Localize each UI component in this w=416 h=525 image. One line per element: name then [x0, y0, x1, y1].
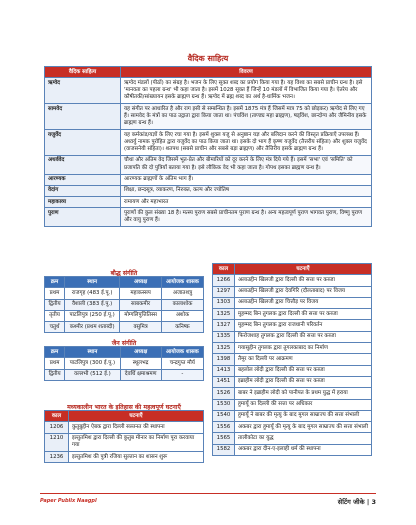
column-header: अध्यक्ष: [120, 277, 162, 288]
table-row: [45, 208, 372, 227]
table-cell: अकबर द्वारा हुमायूँ की मृत्यु के बाद मुगल साम्राज्य की सत्ता संभाली: [235, 422, 372, 433]
table-cell: पाटलिपुत्र (250 ई.पू.): [65, 310, 120, 321]
table-cell: कुतुबुद्दीन ऐबक द्वारा दिल्ली सल्तनत की स्थापना: [69, 422, 204, 433]
table-cell: 1236: [45, 452, 69, 463]
table-cell: पाटलिपुत्र (300 ई.पू.): [65, 358, 120, 369]
table-cell: 1266: [213, 275, 235, 286]
column-header: स्थान: [65, 347, 120, 358]
table-cell: वल्लभी (512 ई.): [65, 369, 120, 380]
table-row: [213, 365, 372, 376]
page-footer: [40, 493, 376, 509]
table-cell: तालीकोटा का युद्ध: [235, 433, 372, 444]
table-cell: मोग्गलिपुत्तितिस्स: [120, 310, 162, 321]
table-row: [213, 422, 372, 433]
vedic-text-name: वेदांग: [45, 185, 121, 196]
column-header: अध्यक्ष: [120, 347, 161, 358]
table-cell: 1565: [213, 433, 235, 444]
table-cell: मुहम्मद बिन तुगलक द्वारा राजधानी परिवर्तन: [235, 320, 372, 331]
table-cell: 1398: [213, 354, 235, 365]
table-row: [213, 275, 372, 286]
column-header: वैदिक साहित्य: [45, 67, 121, 78]
table-row: [45, 78, 372, 104]
table-cell: 1206: [45, 422, 69, 433]
table-row: [45, 155, 372, 174]
table-cell: कश्मीर (प्रथम शताब्दी): [65, 322, 120, 333]
table-cell: 1526: [213, 388, 235, 399]
table-cell: राजगृह (483 ई.पू.): [65, 288, 120, 299]
table-cell: वसुमित्र: [120, 322, 162, 333]
table-row: [213, 331, 372, 342]
vedic-literature-table: [44, 66, 372, 227]
table-cell: 1582: [213, 444, 235, 455]
table-cell: 1210: [45, 433, 69, 452]
table-row: [213, 297, 372, 308]
table-row: [213, 343, 372, 354]
vedic-text-description: ऋग्वेद मंडलों (पीठों) का संग्रह है। भजन के लिए सूक्त शब्द का प्रयोग किया गया है। यह विश्व का सबसे प्राचीन ग्रन्थ है। इसे 'मानवता का पहला ग्रन्थ' भी कहा जाता है। इसमें 1028 सूक्त हैं जिन्हें 10 मंडलों में विभाजित किया गया है। ऐतरेय और कौषीतकी/सांख्यायन इसके ब्राह्मण ग्रन्थ हैं। ऋग्वेद में ब्रह्म शब्द का अर्थ है-धार्मिक भजन।: [121, 78, 372, 104]
table-cell: 1556: [213, 422, 235, 433]
vedic-text-name: अथर्ववेद: [45, 155, 121, 174]
table-row: [45, 104, 372, 130]
table-cell: स्थूलभद्र: [120, 358, 161, 369]
table-cell: हुमायूँ ने बाबर की मृत्यु के बाद मुगल साम्राज्य की सत्ता संभाली: [235, 410, 372, 421]
table-cell: अकबर द्वारा दीन-ए-इलाही धर्म की स्थापना: [235, 444, 372, 455]
table-cell: इल्तुतमिश द्वारा दिल्ली की कुतुब मीनार का निर्माण पूरा करवाया गया: [69, 433, 204, 452]
table-cell: तैमूर का दिल्ली पर आक्रमण: [235, 354, 372, 365]
table-cell: कनिष्क: [161, 322, 203, 333]
medieval-events-title: मध्यकालीन भारत के इतिहास की महत्वपूर्ण घटनाएँ: [67, 404, 181, 411]
table-row: [213, 376, 372, 387]
table-cell: फिरोजशाह तुगलक द्वारा दिल्ली की सत्ता पर कब्जा: [235, 331, 372, 342]
column-header: काल: [45, 411, 69, 422]
vedic-section-title: वैदिक साहित्य: [187, 54, 229, 63]
table-cell: अलाउद्दीन खिलजी द्वारा देवगिरि (दौलताबाद) पर विजय: [235, 286, 372, 297]
table-cell: मुहम्मद बिन तुगलक द्वारा दिल्ली की सत्ता पर कब्जा: [235, 309, 372, 320]
table-row: [45, 288, 204, 299]
table-cell: इब्राहीम लोदी द्वारा दिल्ली की सत्ता पर कब्जा: [235, 376, 372, 387]
footer-divider: [40, 493, 376, 494]
table-row: [45, 310, 204, 321]
table-cell: 1540: [213, 410, 235, 421]
column-header: काल: [213, 264, 235, 275]
column-header: घटनाएँ: [235, 264, 372, 275]
jain-council-table: [44, 346, 204, 381]
table-row: [45, 322, 204, 333]
table-row: [213, 410, 372, 421]
vedic-text-description: आरण्यक ब्राह्मणों के अंतिम भाग हैं।: [121, 174, 372, 185]
table-cell: 1413: [213, 365, 235, 376]
table-row: [213, 309, 372, 320]
table-cell: -: [161, 369, 203, 380]
table-cell: अलाउद्दीन खिलजी द्वारा चित्तौड़ पर विजय: [235, 297, 372, 308]
table-row: [45, 197, 372, 208]
table-row: [45, 452, 204, 463]
table-cell: कालाशोक: [161, 299, 203, 310]
vedic-text-description: रामायण और महाभारत: [121, 197, 372, 208]
table-cell: प्रथम: [45, 358, 65, 369]
column-header: आयोजक शासक: [161, 277, 203, 288]
vedic-text-description: यह कर्मकांड/यज्ञों के लिए रचा गया है। इसमें शुक्ल यजु से अनुष्ठान यज्ञ और बलिदान करने की विस्तृत प्रक्रियाएँ उपलब्ध हैं। अध्वर्यु नामक पुरोहित द्वारा यजुर्वेद का पाठ किया जाता था। इसके दो भाग हैं कृष्ण यजुर्वेद (तैत्तरीय संहिता) और शुक्ल यजुर्वेद (वाजसनेयी संहिता)। शतपथ (सबसे प्राचीन और सबसे बड़ा ब्राह्मण) और तैत्तिरीय इसके ब्राह्मण ग्रन्थ हैं।: [121, 130, 372, 156]
vedic-text-name: ऋग्वेद: [45, 78, 121, 104]
table-cell: साबकमीर: [120, 299, 162, 310]
column-header: विवरण: [121, 67, 372, 78]
table-row: [45, 130, 372, 156]
column-header: आयोजक शासक: [161, 347, 203, 358]
table-row: [213, 399, 372, 410]
events-timeline-table: [212, 263, 372, 456]
buddhist-council-title: बौद्ध संगीति: [110, 270, 138, 277]
table-cell: अजातशत्रु: [161, 288, 203, 299]
table-cell: 1530: [213, 399, 235, 410]
table-cell: 1303: [213, 297, 235, 308]
table-cell: 1451: [213, 376, 235, 387]
table-cell: तृतीय: [45, 310, 65, 321]
table-cell: चतुर्थ: [45, 322, 65, 333]
table-row: [213, 354, 372, 365]
table-cell: हुमायूँ का दिल्ली की सत्ता पर अधिकार: [235, 399, 372, 410]
table-cell: बाबर ने इब्राहीम लोदी को पानीपत के प्रथम युद्ध में हराया: [235, 388, 372, 399]
table-row: [213, 320, 372, 331]
vedic-text-name: यजुर्वेद: [45, 130, 121, 156]
buddhist-council-table: [44, 276, 204, 333]
table-cell: वैशाली (383 ई.पू.): [65, 299, 120, 310]
table-cell: द्वितीय: [45, 369, 65, 380]
table-cell: अलाउद्दीन खिलजी द्वारा दिल्ली की सत्ता पर कब्जा: [235, 275, 372, 286]
vedic-text-description: पुराणों की कुल संख्या 18 है। मत्स्य पुराण सबसे प्राचीनतम पुराण ग्रन्थ है। अन्य महत्वपूर्ण पुराण भागवत पुराण, विष्णु पुराण और वायु पुराण हैं।: [121, 208, 372, 227]
column-header: क्रम: [45, 347, 65, 358]
medieval-events-table: [44, 410, 204, 463]
table-row: [45, 369, 204, 380]
table-cell: चन्द्रगुप्त मौर्य: [161, 358, 203, 369]
table-row: [213, 286, 372, 297]
column-header: स्थान: [65, 277, 120, 288]
table-cell: 1325: [213, 309, 235, 320]
table-cell: 1297: [213, 286, 235, 297]
publisher-logo: Paper Publix Naagpl: [40, 498, 97, 504]
table-cell: अशोक: [161, 310, 203, 321]
vedic-text-name: पुराण: [45, 208, 121, 227]
table-row: [45, 174, 372, 185]
table-row: [45, 185, 372, 196]
table-cell: देवर्धि क्षमाश्रमण: [120, 369, 161, 380]
table-cell: बहलोल लोदी द्वारा दिल्ली की सत्ता पर कब्जा: [235, 365, 372, 376]
table-cell: महाकस्सप: [120, 288, 162, 299]
column-header: क्रम: [45, 277, 65, 288]
page-number: सेटिंग जीके | 3: [337, 497, 376, 506]
table-row: [45, 299, 204, 310]
table-cell: 1325: [213, 343, 235, 354]
table-cell: द्वितीय: [45, 299, 65, 310]
table-cell: 1327: [213, 320, 235, 331]
table-cell: गयासुद्दीन तुगलक द्वारा तुगलकाबाद का निर्माण: [235, 343, 372, 354]
vedic-text-name: सामवेद: [45, 104, 121, 130]
table-row: [45, 358, 204, 369]
vedic-text-name: महाकाव्य: [45, 197, 121, 208]
jain-council-title: जैन संगीति: [111, 340, 137, 347]
vedic-text-description: यह संगीत पर आधारित है और राग इसी से सम्बन्धित है। इसमें 1875 मंत्र हैं जिसमें मात्र 75 को छोड़कर) ऋग्वेद से लिए गए हैं। सामवेद के मंत्रों का पाठ उद्गाता द्वारा किया जाता था। पंचविंश (ताण्ड्य महा ब्राह्मण), षड्विंश, छान्दोग्य और जैमिनीय इसके ब्राह्मण ग्रन्थ हैं।: [121, 104, 372, 130]
table-cell: 1335: [213, 331, 235, 342]
table-row: [45, 433, 204, 452]
table-cell: प्रथम: [45, 288, 65, 299]
table-row: [213, 444, 372, 455]
column-header: घटनाएँ: [69, 411, 204, 422]
table-row: [45, 422, 204, 433]
vedic-text-name: आरण्यक: [45, 174, 121, 185]
table-cell: इल्तुतमिश की पुत्री रजिया सुल्तान का शासन शुरू: [69, 452, 204, 463]
vedic-text-description: चौथा और अंतिम वेद जिसमें भूत-प्रेत और बीमारियों को दूर करने के लिए मंत्र दिये गये हैं। इसमें 'सभा' एवं 'समिति' को प्रजापति की दो पुत्रियाँ बताया गया है। इसे लौकिक वेद भी कहा जाता है। गोपथ इसका ब्राह्मण ग्रन्थ है।: [121, 155, 372, 174]
table-row: [213, 388, 372, 399]
table-row: [213, 433, 372, 444]
vedic-text-description: शिक्षा, छन्दसूत्र, व्याकरण, निरुक्त, कल्प और ज्योतिष: [121, 185, 372, 196]
